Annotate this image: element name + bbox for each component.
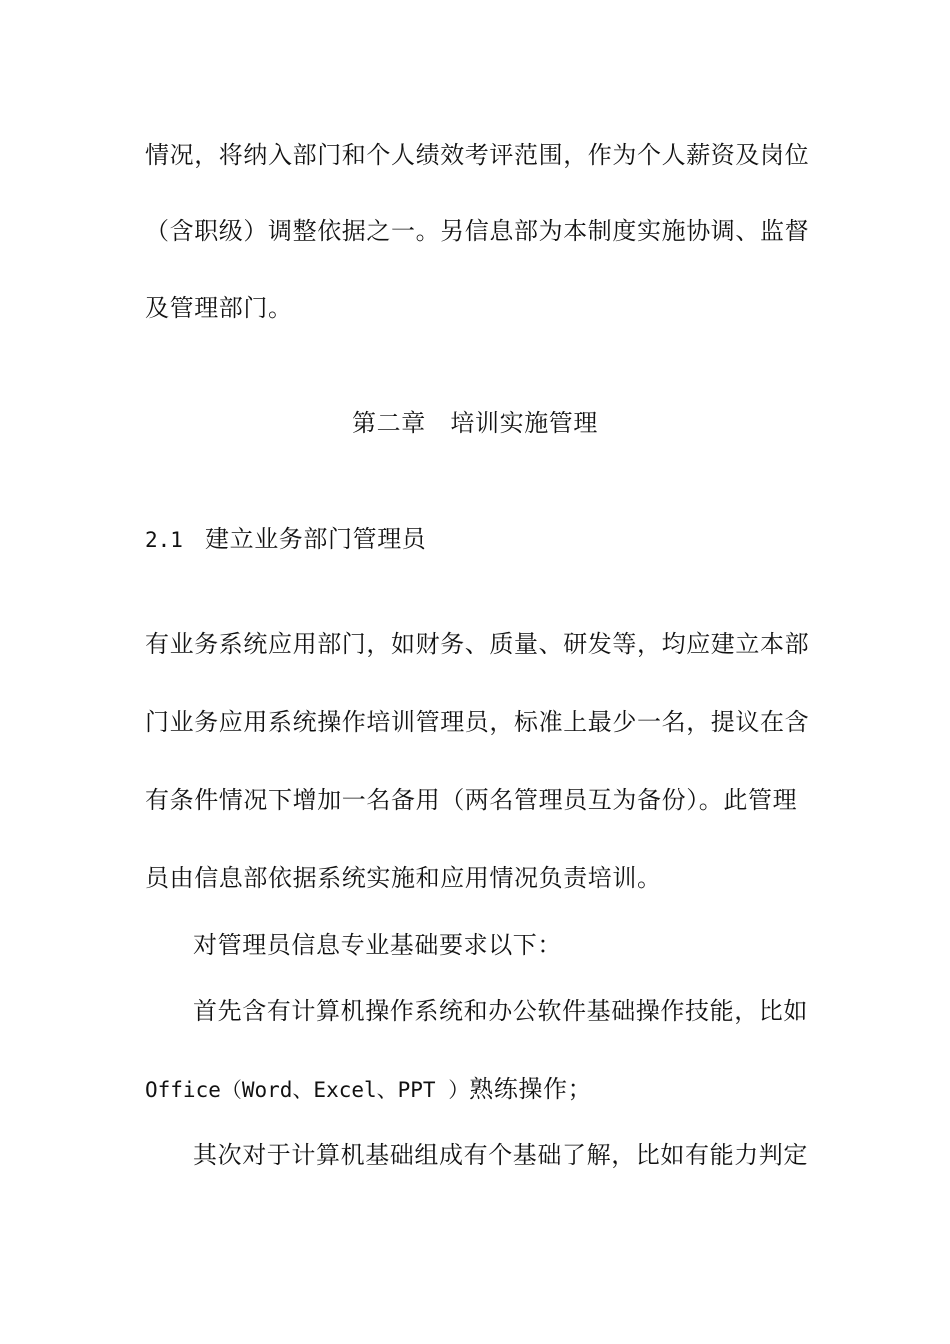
requirement-1-line-2 xyxy=(145,1073,805,1106)
paragraph1-line-4: 员由信息部依据系统实施和应用情况负责培训。 xyxy=(145,864,662,892)
chapter-title: 第二章 培训实施管理 xyxy=(352,409,598,437)
section-number: 2.1 xyxy=(145,528,183,552)
paragraph1-line-3: 有条件情况下增加一名备用（两名管理员互为备份）。此管理 xyxy=(145,786,798,814)
intro-line-2: （含职级）调整依据之一。另信息部为本制度实施协调、监督 xyxy=(145,217,810,245)
requirement-1-line-1: 首先含有计算机操作系统和办公软件基础操作技能，比如 xyxy=(193,997,808,1025)
paragraph1-line-1: 有业务系统应用部门，如财务、质量、研发等，均应建立本部 xyxy=(145,630,810,658)
section-heading xyxy=(145,523,805,556)
office-apps-text: Office（Word、Excel、PPT ） xyxy=(145,1078,470,1102)
requirement-2-line-1: 其次对于计算机基础组成有个基础了解，比如有能力判定 xyxy=(193,1141,808,1169)
requirements-intro: 对管理员信息专业基础要求以下： xyxy=(193,931,562,959)
paragraph1-line-2: 门业务应用系统操作培训管理员，标准上最少一名，提议在含 xyxy=(145,708,810,736)
section-title: 建立业务部门管理员 xyxy=(205,525,427,553)
intro-line-1: 情况，将纳入部门和个人绩效考评范围，作为个人薪资及岗位 xyxy=(145,141,810,169)
intro-line-3: 及管理部门。 xyxy=(145,294,293,322)
requirement-1-line-2-rest: 熟练操作； xyxy=(469,1075,593,1103)
